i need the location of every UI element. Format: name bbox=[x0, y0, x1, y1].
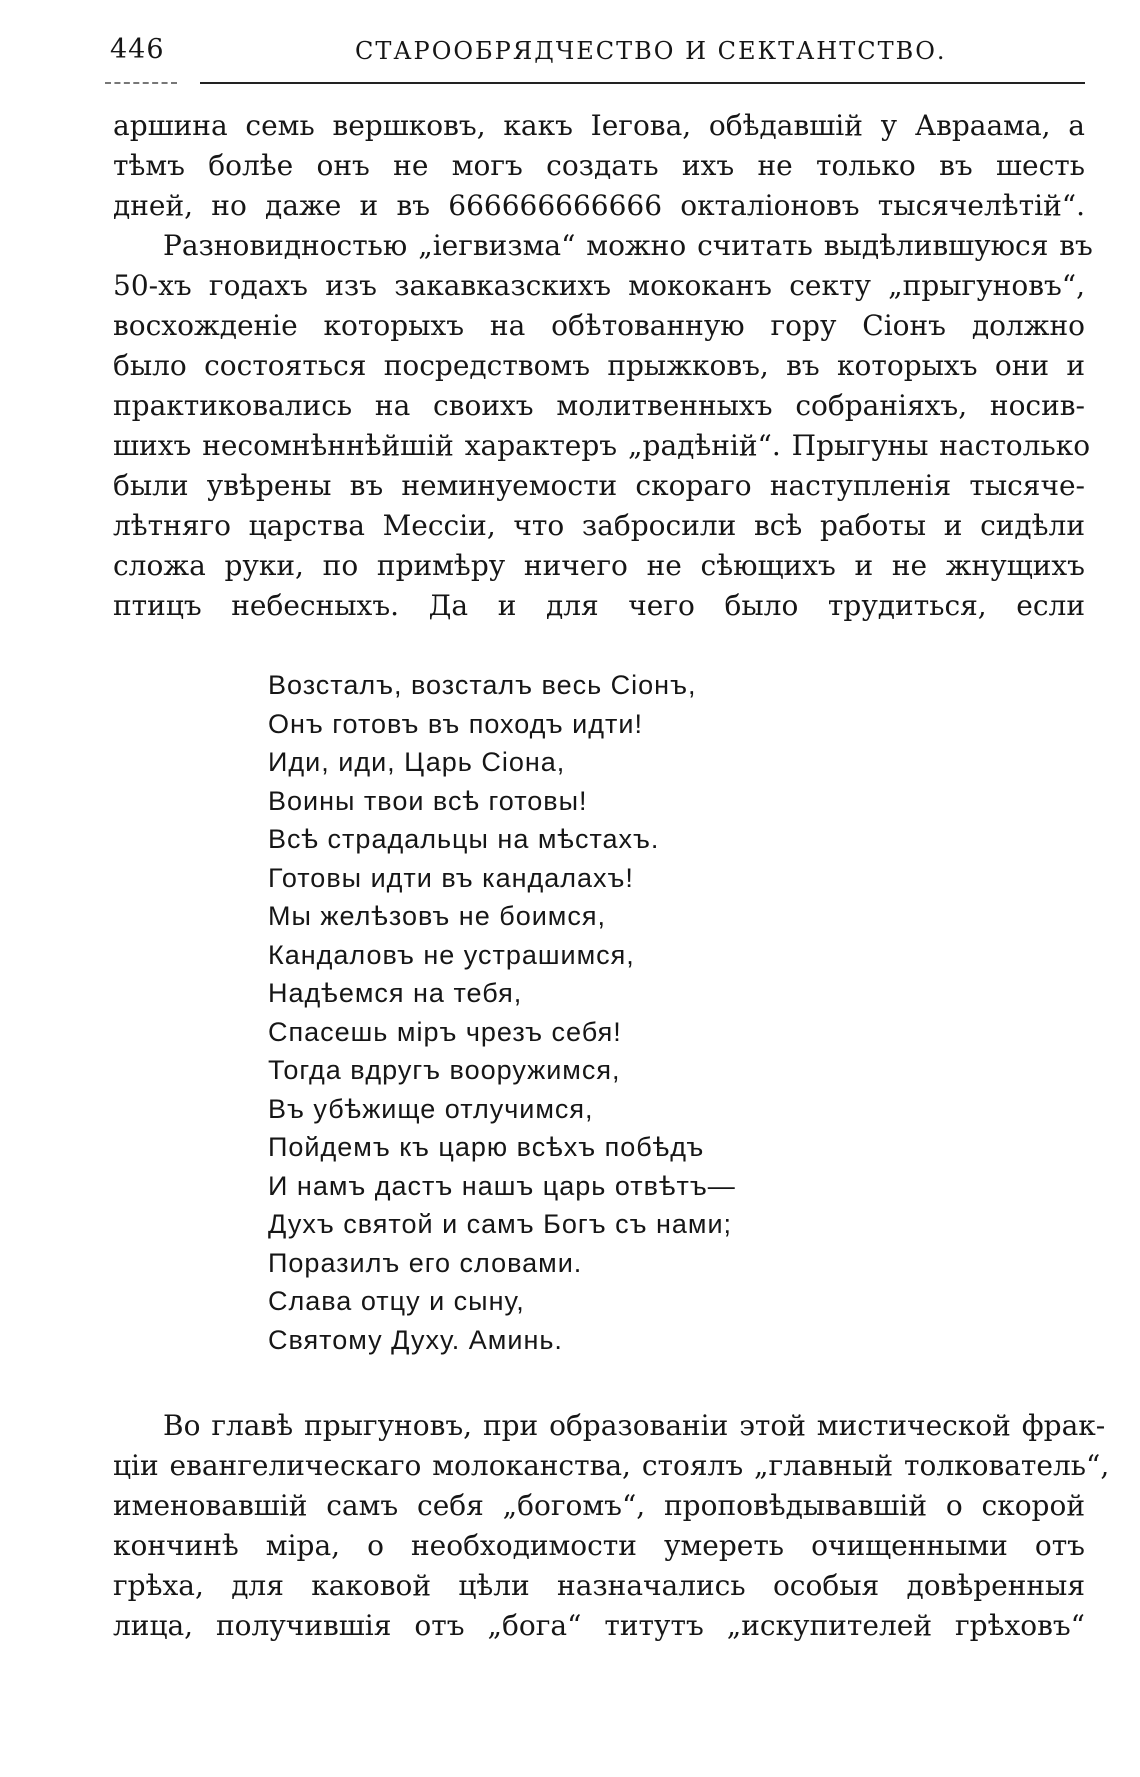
header-rule bbox=[200, 82, 1085, 84]
text-line: были увѣрены въ неминуемости скораго наступленiя тысяче- bbox=[113, 469, 1085, 502]
text-line: лѣтняго царства Мессiи, что забросили всѣ работы и сидѣли bbox=[113, 509, 1085, 542]
body-text-bottom bbox=[113, 1406, 1110, 1646]
text-line: птицъ небесныхъ. Да и для чего было трудиться, если bbox=[113, 589, 1085, 622]
poem-line: Слава отцу и сыну, bbox=[268, 1286, 525, 1316]
poem-line: Мы желѣзовъ не боимся, bbox=[268, 901, 606, 931]
paragraph-jumpers bbox=[113, 226, 1093, 626]
poem-line: Всѣ страдальцы на мѣстахъ. bbox=[268, 824, 660, 854]
poem-line: Тогда вдругъ вооружимся, bbox=[268, 1055, 621, 1085]
text-line: 50-хъ годахъ изъ закавказскихъ мококанъ секту „прыгуновъ“, bbox=[113, 269, 1085, 302]
text-line: грѣха, для каковой цѣли назначались особыя довѣренныя bbox=[113, 1569, 1085, 1602]
poem-line: Въ убѣжище отлучимся, bbox=[268, 1093, 594, 1124]
header-rule-left bbox=[105, 82, 177, 84]
poem-line: Возсталъ, возсталъ весь Сiонъ, bbox=[268, 670, 697, 700]
poem-line: Надѣемся на тебя, bbox=[268, 978, 523, 1008]
poem-line: Иди, иди, Царь Сiона, bbox=[268, 747, 566, 777]
running-title: СТАРООБРЯДЧЕСТВО И СЕКТАНТСТВО. bbox=[355, 37, 947, 65]
poem-line: Пойдемъ къ царю всѣхъ побѣдъ bbox=[268, 1132, 705, 1162]
poem-line: Поразилъ его словами. bbox=[268, 1247, 583, 1278]
text-line: тѣмъ болѣе онъ не могъ создать ихъ не только въ шесть bbox=[113, 149, 1085, 182]
poem-line: Спасешь мiръ чрезъ себя! bbox=[268, 1016, 622, 1047]
paragraph-leader bbox=[113, 1406, 1110, 1646]
page-number: 446 bbox=[110, 34, 165, 65]
text-line: практиковались на своихъ молитвенныхъ собранiяхъ, носив- bbox=[113, 389, 1085, 422]
text-line: шихъ несомнѣннѣйшiй характеръ „радѣнiй“. Прыгуны настолько bbox=[113, 429, 1091, 462]
poem-block bbox=[268, 666, 868, 1359]
text-line: сложа руки, по примѣру ничего не сѣющихъ и не жнущихъ bbox=[113, 549, 1085, 582]
text-line: аршина семь вершковъ, какъ Iегова, обѣдавшiй у Авраама, а bbox=[113, 109, 1085, 142]
running-header bbox=[110, 34, 1085, 74]
poem-line: Онъ готовъ въ походъ идти! bbox=[268, 708, 643, 739]
text-line: дней, но даже и въ 666666666666 окталiоновъ тысячелѣтiй“. bbox=[113, 189, 1085, 222]
poem-line: Духъ святой и самъ Богъ съ нами; bbox=[268, 1209, 733, 1239]
paragraph-continuation bbox=[113, 106, 1085, 226]
poem-line: Святому Духу. Аминь. bbox=[268, 1324, 563, 1355]
text-line: восхожденiе которыхъ на обѣтованную гору Сiонъ должно bbox=[113, 309, 1085, 342]
poem-line: Воины твои всѣ готовы! bbox=[268, 785, 588, 816]
poem-line: Готовы идти въ кандалахъ! bbox=[268, 862, 634, 893]
body-text-top bbox=[113, 106, 1093, 626]
text-line: лица, получившiя отъ „бога“ титутъ „искупителей грѣховъ“ bbox=[113, 1609, 1085, 1642]
text-line: Разновидностью „iегвизма“ можно считать выдѣлившуюся въ bbox=[163, 229, 1093, 262]
text-line: именовавшiй самъ себя „богомъ“, проповѣдывавшiй о скорой bbox=[113, 1489, 1085, 1522]
text-line: кончинѣ мiра, о необходимости умереть очищенными отъ bbox=[113, 1529, 1085, 1562]
poem-line: Кандаловъ не устрашимся, bbox=[268, 939, 635, 970]
text-line: было состояться посредствомъ прыжковъ, въ которыхъ они и bbox=[113, 349, 1085, 382]
poem-line: И намъ дастъ нашъ царь отвѣтъ— bbox=[268, 1170, 736, 1201]
text-line: Во главѣ прыгуновъ, при образованiи этой мистической фрак- bbox=[163, 1409, 1106, 1442]
text-line: цiи евангелическаго молоканства, стоялъ „главный толкователь“, bbox=[113, 1449, 1110, 1482]
